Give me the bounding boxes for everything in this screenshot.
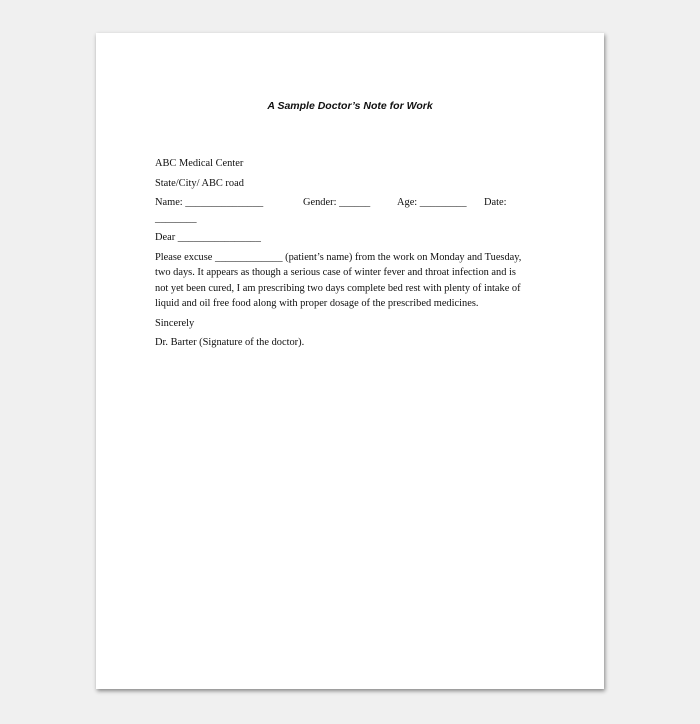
body-line: two days. It appears as though a serious case of winter fever and throat infection and is (155, 267, 516, 278)
body-line: not yet been cured, I am prescribing two days complete bed rest with plenty of intake of (155, 282, 521, 294)
document-page (96, 33, 604, 689)
salutation: Dear ________________ (155, 232, 261, 243)
document-body (155, 156, 545, 351)
closing: Sincerely (155, 317, 195, 329)
body-paragraph (155, 250, 545, 312)
age-field: Age: _________ (397, 197, 467, 208)
gender-field: Gender: ______ (303, 197, 371, 208)
date-blank: ________ (155, 212, 197, 224)
patient-fields-row (155, 195, 545, 211)
address: State/City/ ABC road (155, 177, 244, 189)
body-line: Please excuse _____________ (patient’s name) from the work on Monday and Tuesday, (155, 251, 522, 263)
document-title: A Sample Doctor’s Note for Work (267, 100, 433, 112)
date-field: Date: (484, 197, 507, 208)
signature: Dr. Barter (Signature of the doctor). (155, 337, 305, 348)
name-field: Name: _______________ (155, 197, 264, 208)
org-name: ABC Medical Center (155, 158, 244, 169)
body-line: liquid and oil free food along with proper dosage of the prescribed medicines. (155, 298, 479, 309)
